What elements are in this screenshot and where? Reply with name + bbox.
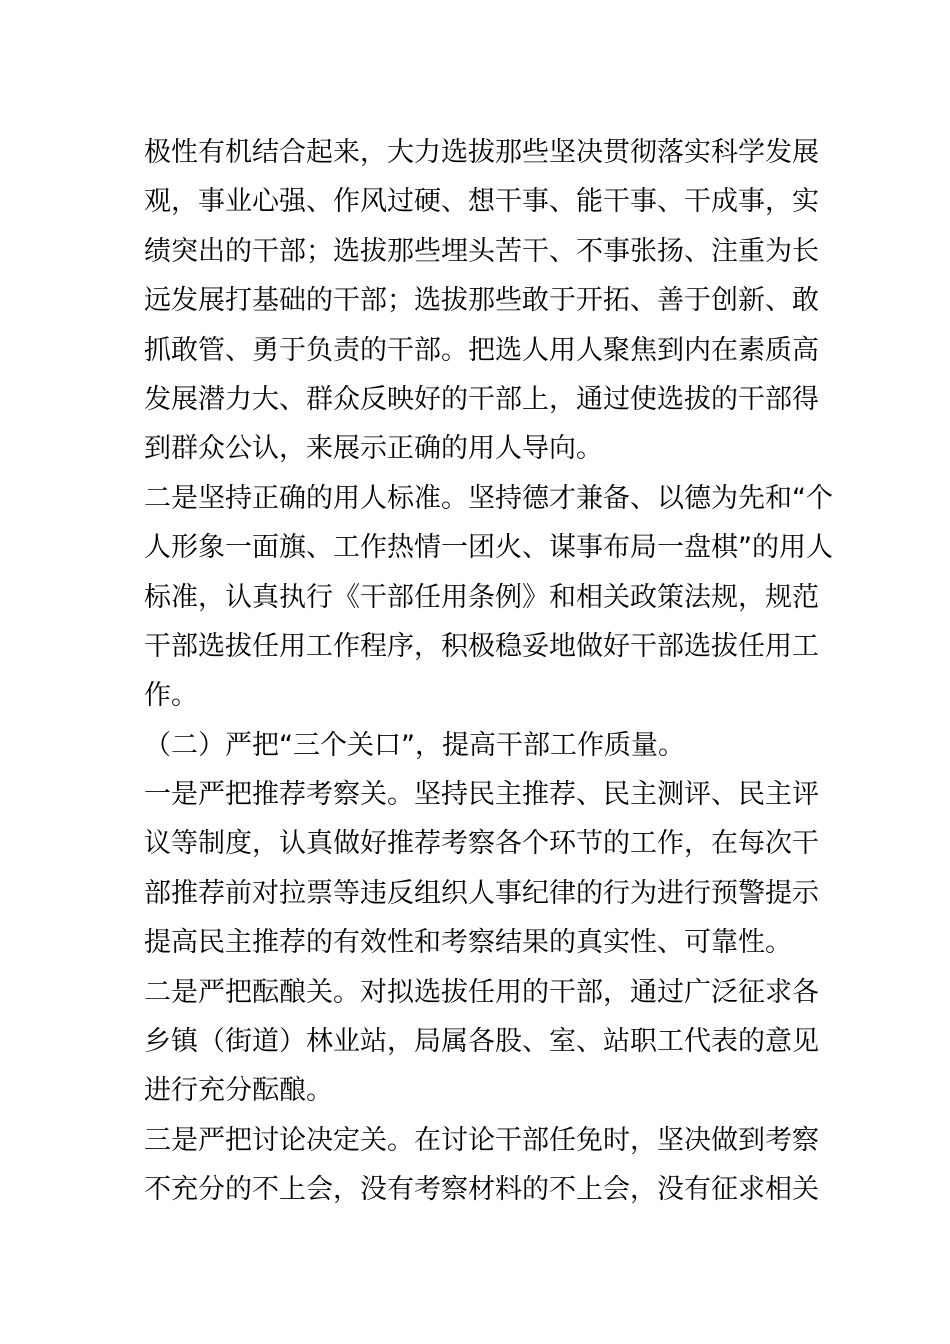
text-line: 部推荐前对拉票等违反组织人事纪律的行为进行预警提示 — [144, 877, 819, 909]
text-line: 进行充分酝酿。 — [144, 1075, 333, 1107]
section-heading: （二）严把“三个关口”，提高干部工作质量。 — [144, 729, 685, 761]
text-line: 观，事业心强、作风过硬、想干事、能干事、干成事，实 — [144, 186, 819, 218]
text-line: 干部选拔任用工作程序，积极稳妥地做好干部选拔任用工 — [144, 630, 819, 662]
text-line: 提高民主推荐的有效性和考察结果的真实性、可靠性。 — [144, 927, 792, 959]
text-line: 三是严把讨论决定关。在讨论干部任免时，坚决做到考察 — [144, 1124, 819, 1156]
text-line: 到群众公认，来展示正确的用人导向。 — [144, 433, 603, 465]
text-line: 绩突出的干部；选拔那些埋头苦干、不事张扬、注重为长 — [144, 235, 819, 267]
text-line: 发展潜力大、群众反映好的干部上，通过使选拔的干部得 — [144, 383, 819, 415]
document-body — [144, 128, 833, 1215]
text-line: 一是严把推荐考察关。坚持民主推荐、民主测评、民主评 — [144, 779, 819, 811]
text-line: 远发展打基础的干部；选拔那些敢于开拓、善于创新、敢 — [144, 285, 819, 317]
text-line: 抓敢管、勇于负责的干部。把选人用人聚焦到内在素质高 — [144, 334, 819, 366]
text-line: 标准，认真执行《干部任用条例》和相关政策法规，规范 — [144, 581, 819, 613]
text-line: 人形象一面旗、工作热情一团火、谋事布局一盘棋”的用人 — [144, 532, 833, 564]
text-line: 极性有机结合起来，大力选拔那些坚决贯彻落实科学发展 — [144, 137, 819, 168]
text-line: 不充分的不上会，没有考察材料的不上会，没有征求相关 — [144, 1174, 819, 1206]
text-line: 议等制度，认真做好推荐考察各个环节的工作，在每次干 — [144, 828, 819, 860]
text-line: 作。 — [144, 680, 198, 712]
text-line: 二是严把酝酿关。对拟选拔任用的干部，通过广泛征求各 — [144, 976, 819, 1008]
text-line: 二是坚持正确的用人标准。坚持德才兼备、以德为先和“个 — [144, 482, 833, 514]
text-line: 乡镇（街道）林业站，局属各股、室、站职工代表的意见 — [144, 1026, 819, 1058]
